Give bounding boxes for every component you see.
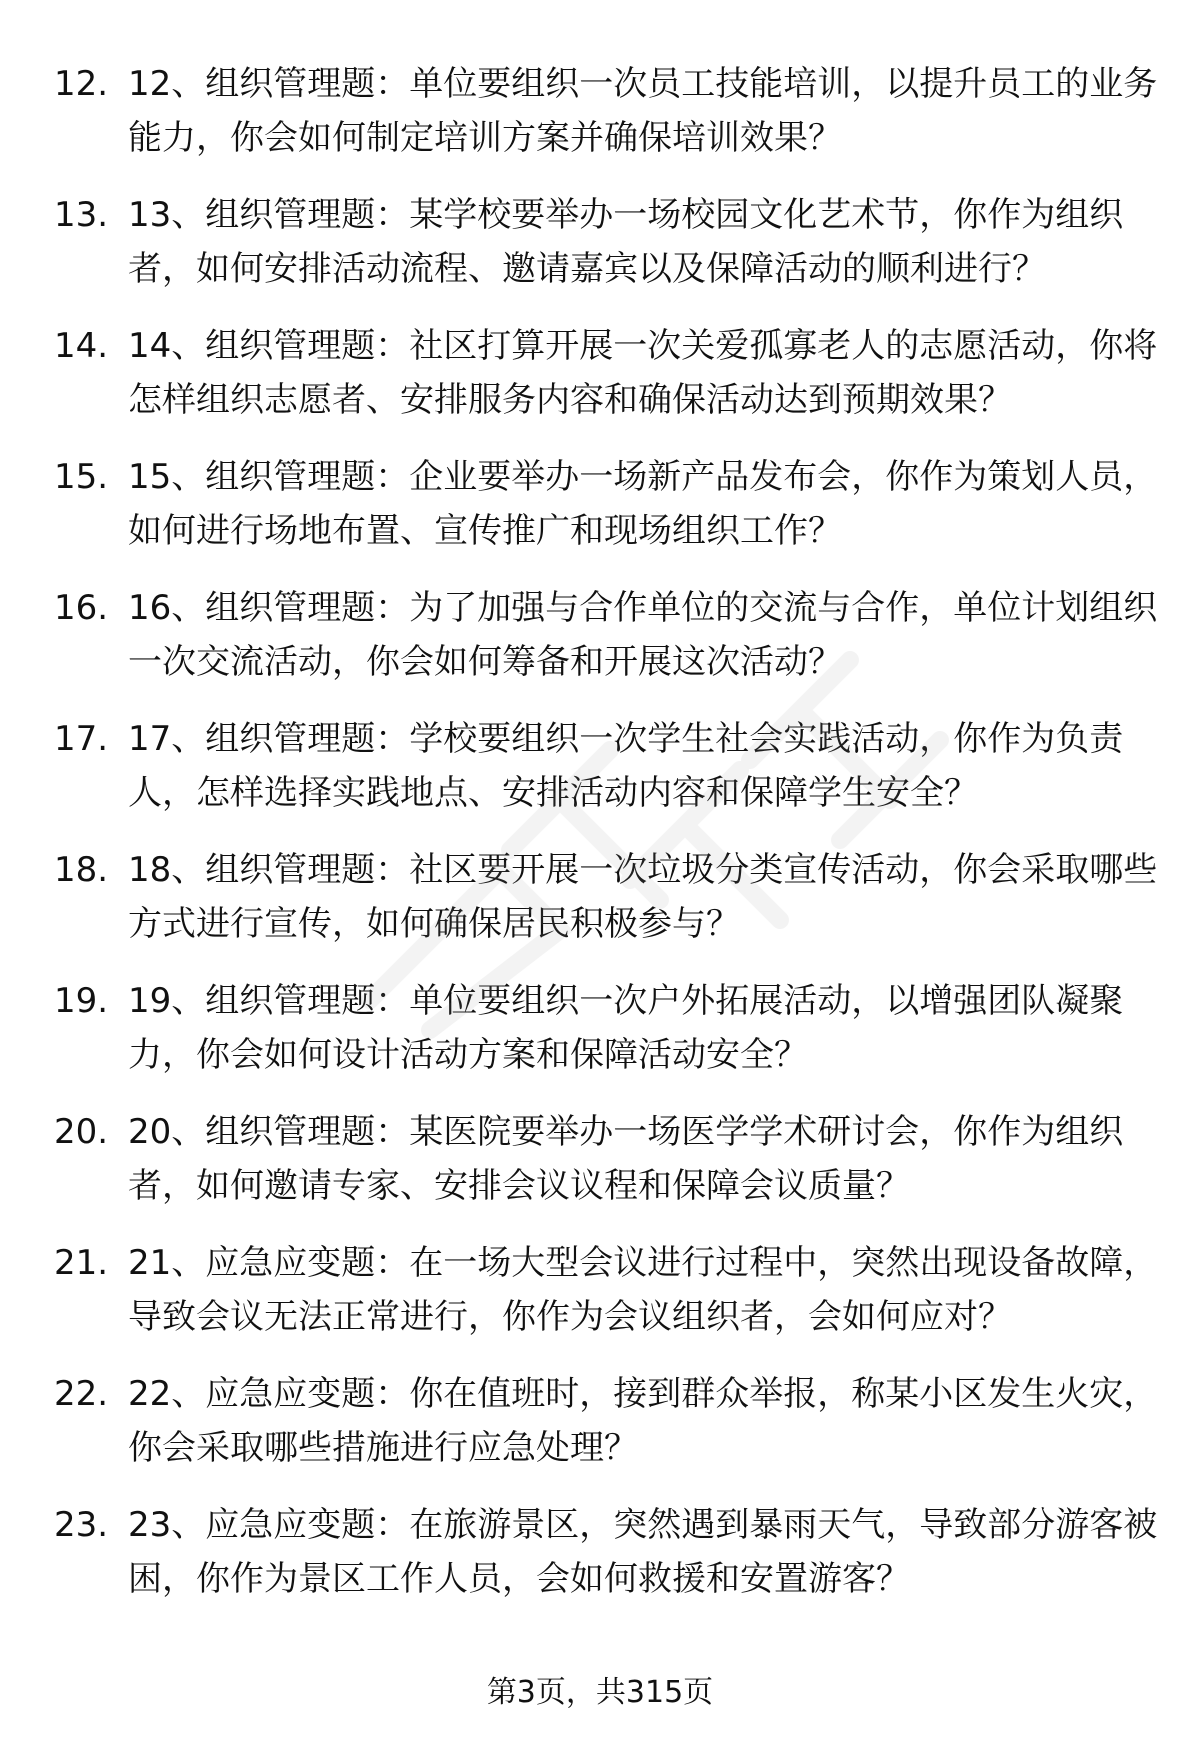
question-number: 21. (54, 1243, 109, 1283)
question-item (0, 319, 1200, 450)
question-text: 18、组织管理题：社区要开展一次垃圾分类宣传活动，你会采取哪些方式进行宣传，如何确保居民积极参与？ (128, 850, 1158, 944)
question-item (0, 1367, 1200, 1498)
page-footer: 第3页，共315页 (486, 1675, 714, 1710)
question-item (0, 1498, 1200, 1629)
question-text: 23、应急应变题：在旅游景区，突然遇到暴雨天气，导致部分游客被困，你作为景区工作人员，会如何救援和安置游客？ (128, 1505, 1158, 1599)
question-item (0, 1105, 1200, 1236)
question-number: 16. (54, 588, 109, 628)
question-number: 20. (54, 1112, 109, 1152)
question-text: 15、组织管理题：企业要举办一场新产品发布会，你作为策划人员，如何进行场地布置、宣传推广和现场组织工作？ (128, 457, 1158, 551)
question-item (0, 450, 1200, 581)
question-item (0, 843, 1200, 974)
question-item (0, 581, 1200, 712)
question-number: 14. (54, 326, 109, 366)
question-text: 12、组织管理题：单位要组织一次员工技能培训，以提升员工的业务能力，你会如何制定培训方案并确保培训效果？ (128, 64, 1158, 158)
question-number: 23. (54, 1505, 109, 1545)
question-text: 21、应急应变题：在一场大型会议进行过程中，突然出现设备故障，导致会议无法正常进行，你作为会议组织者，会如何应对？ (128, 1243, 1158, 1337)
question-text: 13、组织管理题：某学校要举办一场校园文化艺术节，你作为组织者，如何安排活动流程、邀请嘉宾以及保障活动的顺利进行？ (128, 195, 1124, 289)
question-text: 17、组织管理题：学校要组织一次学生社会实践活动，你作为负责人，怎样选择实践地点、安排活动内容和保障学生安全？ (128, 719, 1124, 813)
question-item (0, 1236, 1200, 1367)
question-number: 18. (54, 850, 109, 890)
question-number: 17. (54, 719, 109, 759)
question-text: 16、组织管理题：为了加强与合作单位的交流与合作，单位计划组织一次交流活动，你会如何筹备和开展这次活动？ (128, 588, 1158, 682)
question-text: 14、组织管理题：社区打算开展一次关爱孤寡老人的志愿活动，你将怎样组织志愿者、安排服务内容和确保活动达到预期效果？ (128, 326, 1158, 420)
question-number: 19. (54, 981, 109, 1021)
question-item (0, 57, 1200, 188)
question-text: 20、组织管理题：某医院要举办一场医学学术研讨会，你作为组织者，如何邀请专家、安排会议议程和保障会议质量？ (128, 1112, 1124, 1206)
question-number: 13. (54, 195, 109, 235)
question-item (0, 188, 1200, 319)
question-list (0, 57, 1200, 1629)
question-number: 22. (54, 1374, 109, 1414)
question-number: 15. (54, 457, 109, 497)
question-item (0, 712, 1200, 843)
question-item (0, 974, 1200, 1105)
question-number: 12. (54, 64, 109, 104)
question-text: 19、组织管理题：单位要组织一次户外拓展活动，以增强团队凝聚力，你会如何设计活动方案和保障活动安全？ (128, 981, 1124, 1075)
question-text: 22、应急应变题：你在值班时，接到群众举报，称某小区发生火灾，你会采取哪些措施进行应急处理？ (128, 1374, 1158, 1468)
